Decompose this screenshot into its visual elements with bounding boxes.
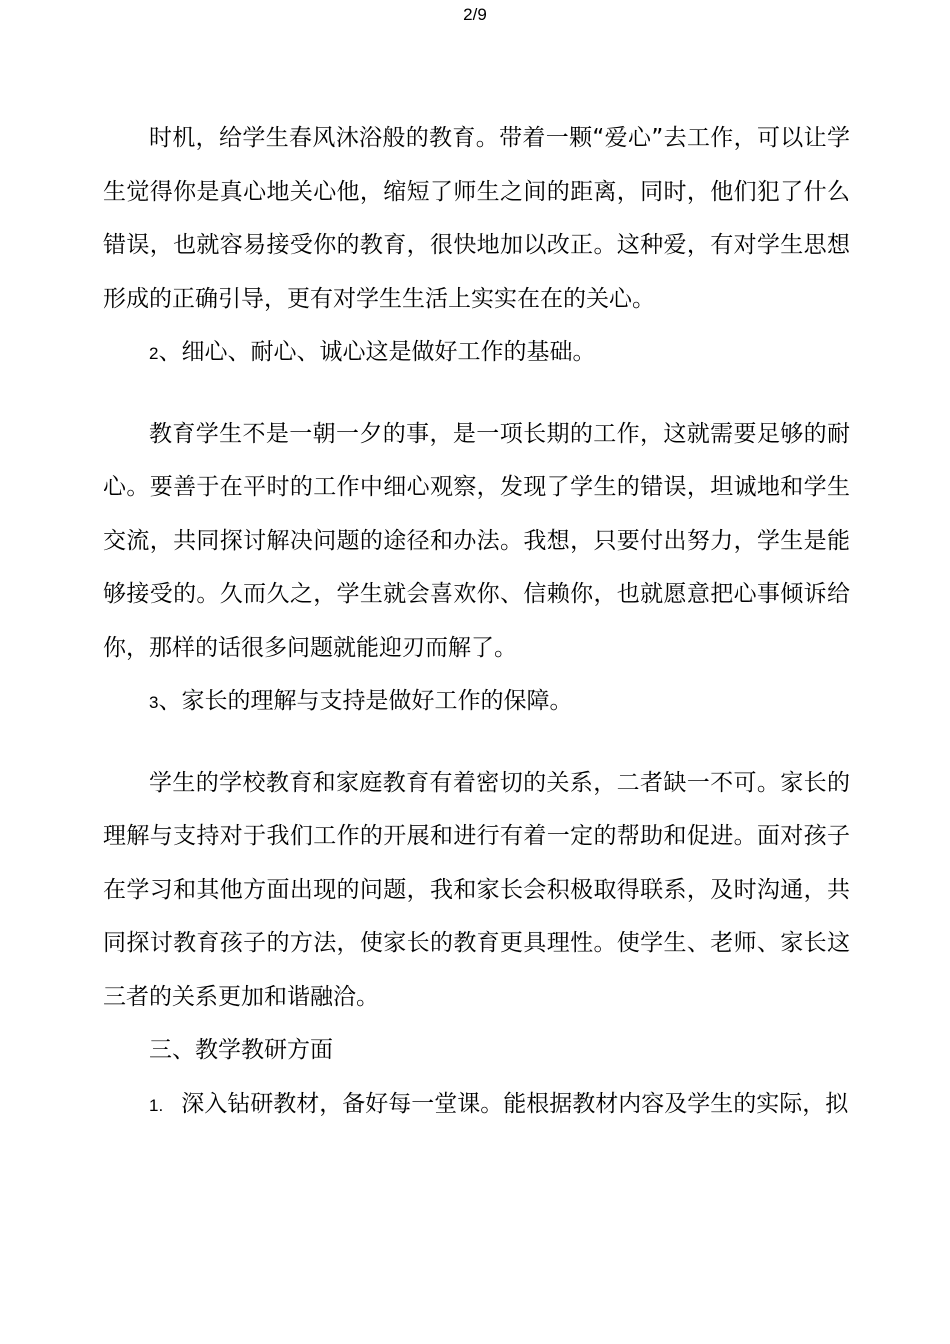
- document-body: [103, 112, 850, 1132]
- page-number: 2/9: [463, 5, 487, 24]
- list-item-1: [103, 1078, 850, 1133]
- subheading-parents: [103, 675, 850, 730]
- subheading-patience: [103, 326, 850, 381]
- subheading-number: 3: [149, 693, 159, 712]
- subheading-text: 、家长的理解与支持是做好工作的保障。: [158, 688, 573, 714]
- list-item-text: 深入钻研教材，备好每一堂课。能根据教材内容及学生的实际，拟: [181, 1090, 849, 1117]
- paragraph-patience: 教育学生不是一朝一夕的事，是一项长期的工作，这就需要足够的耐心。要善于在平时的工作中细心观察，发现了学生的错误，坦诚地和学生交流，共同探讨解决问题的途径和办法。我想，只要付出努力，学生是能够接受的。久而久之，学生就会喜欢你、信赖你，也就愿意把心事倾诉给你，那样的话很多问题就能迎刃而解了。: [103, 420, 850, 661]
- paragraph-parents: 学生的学校教育和家庭教育有着密切的关系，二者缺一不可。家长的理解与支持对于我们工作的开展和进行有着一定的帮助和促进。面对孩子在学习和其他方面出现的问题，我和家长会积极取得联系，及时沟通，共同探讨教育孩子的方法，使家长的教育更具理性。使学生、老师、家长这三者的关系更加和谐融洽。: [103, 769, 850, 1010]
- subheading-number: 2: [149, 344, 159, 363]
- subheading-text: 、细心、耐心、诚心这是做好工作的基础。: [158, 339, 596, 365]
- paragraph-love-education: 时机，给学生春风沐浴般的教育。带着一颗“爱心”去工作，可以让学生觉得你是真心地关心他，缩短了师生之间的距离，同时，他们犯了什么错误，也就容易接受你的教育，很快地加以改正。这种爱，有对学生思想形成的正确引导，更有对学生生活上实实在在的关心。: [103, 125, 850, 312]
- list-item-number: 1.: [149, 1095, 164, 1115]
- section-heading-teaching-research: 三、教学教研方面: [149, 1037, 333, 1063]
